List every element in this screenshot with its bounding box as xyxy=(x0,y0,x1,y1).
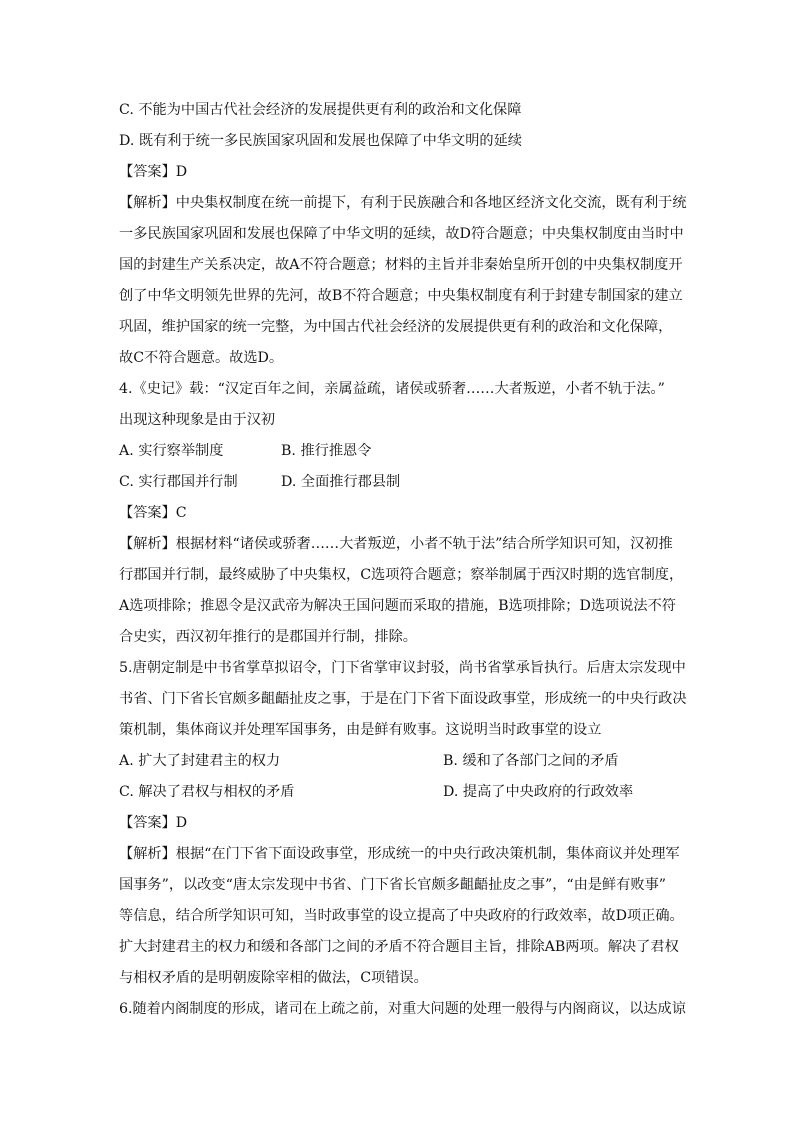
q3-analysis-line: 【解析】中央集权制度在统一前提下，有利于民族融合和各地区经济文化交流，既有利于统 xyxy=(119,195,687,211)
q4-option-c: C. 实行郡国并行制 xyxy=(119,474,238,490)
q5-options-row-1 xyxy=(119,751,675,771)
q4-options-row-2 xyxy=(119,472,675,492)
q5-options-row-2 xyxy=(119,782,675,802)
q5-analysis-line: 【解析】根据“在门下省下面设政事堂，形成统一的中央行政决策机制，集体商议并处理军 xyxy=(119,846,680,862)
q5-stem-line: 策机制，集体商议并处理军国事务，由是鲜有败事。这说明当时政事堂的设立 xyxy=(119,722,602,738)
q4-option-d: D. 全面推行郡县制 xyxy=(281,474,401,490)
q5-analysis-line: 国事务”，以改变“唐太宗发现中书省、门下省长官颇多齟齬扯皮之事”，“由是鲜有败事” xyxy=(119,877,667,893)
q5-option-b: B. 缓和了各部门之间的矛盾 xyxy=(443,753,619,769)
q4-analysis-line: A选项排除；推恩令是汉武帝为解决王国问题而采取的措施，B选项排除；D选项说法不符 xyxy=(119,598,676,614)
q5-answer: 【答案】D xyxy=(119,815,188,831)
q4-stem-line: 出现这种现象是由于汉初 xyxy=(119,412,276,428)
q4-analysis-line: 【解析】根据材料“诸侯或骄奢……大者叛逆，小者不轨于法”结合所学知识可知，汉初推 xyxy=(119,536,673,552)
document-page xyxy=(119,100,687,1030)
q3-analysis-line: 巩固，维护国家的统一完整，为中国古代社会经济的发展提供更有利的政治和文化保障， xyxy=(119,319,673,335)
q4-answer: 【答案】C xyxy=(119,505,187,521)
q4-options-row-1 xyxy=(119,441,675,461)
q5-analysis-line: 与相权矛盾的是明朝废除宰相的做法，C项错误。 xyxy=(119,970,428,986)
q3-analysis-line: 创了中华文明领先世界的先河，故B不符合题意；中央集权制度有利于封建专制国家的建立 xyxy=(119,288,683,304)
q3-option-d: D. 既有利于统一多民族国家巩固和发展也保障了中华文明的延续 xyxy=(119,133,522,149)
q5-option-a: A. 扩大了封建君主的权力 xyxy=(119,753,281,769)
q4-analysis-line: 合史实，西汉初年推行的是郡国并行制，排除。 xyxy=(119,629,417,645)
q4-stem-line: 4.《史记》载：“汉定百年之间，亲属益疏，诸侯或骄奢……大者叛逆，小者不轨于法。” xyxy=(119,381,665,397)
q6-stem-line: 6.随着内阁制度的形成，诸司在上疏之前，对重大问题的处理一般得与内阁商议，以达成谅 xyxy=(119,1001,686,1017)
q5-option-c: C. 解决了君权与相权的矛盾 xyxy=(119,784,295,800)
q3-option-c: C. 不能为中国古代社会经济的发展提供更有利的政治和文化保障 xyxy=(119,102,522,118)
q5-stem-line: 5.唐朝定制是中书省掌草拟诏令，门下省掌审议封驳，尚书省掌承旨执行。后唐太宗发现中 xyxy=(119,660,686,676)
q4-option-a: A. 实行察举制度 xyxy=(119,443,224,459)
q3-analysis-line: 一多民族国家巩固和发展也保障了中华文明的延续，故D符合题意；中央集权制度由当时中 xyxy=(119,226,684,242)
q5-stem-line: 书省、门下省长官颇多齟齬扯皮之事，于是在门下省下面设政事堂，形成统一的中央行政决 xyxy=(119,691,687,707)
q3-analysis-line: 国的封建生产关系决定，故A不符合题意；材料的主旨并非秦始皇所开创的中央集权制度开 xyxy=(119,257,683,273)
q4-option-b: B. 推行推恩令 xyxy=(281,443,372,459)
q5-analysis-line: 等信息，结合所学知识可知，当时政事堂的设立提高了中央政府的行政效率，故D项正确。 xyxy=(119,908,684,924)
q3-analysis-line: 故C不符合题意。故选D。 xyxy=(119,350,284,366)
q5-analysis-line: 扩大封建君主的权力和缓和各部门之间的矛盾不符合题目主旨，排除AB两项。解决了君权 xyxy=(119,939,679,955)
q4-analysis-line: 行郡国并行制，最终威胁了中央集权，C选项符合题意；察举制属于西汉时期的选官制度， xyxy=(119,567,684,583)
q3-answer: 【答案】D xyxy=(119,164,188,180)
q5-option-d: D. 提高了中央政府的行政效率 xyxy=(443,784,634,800)
